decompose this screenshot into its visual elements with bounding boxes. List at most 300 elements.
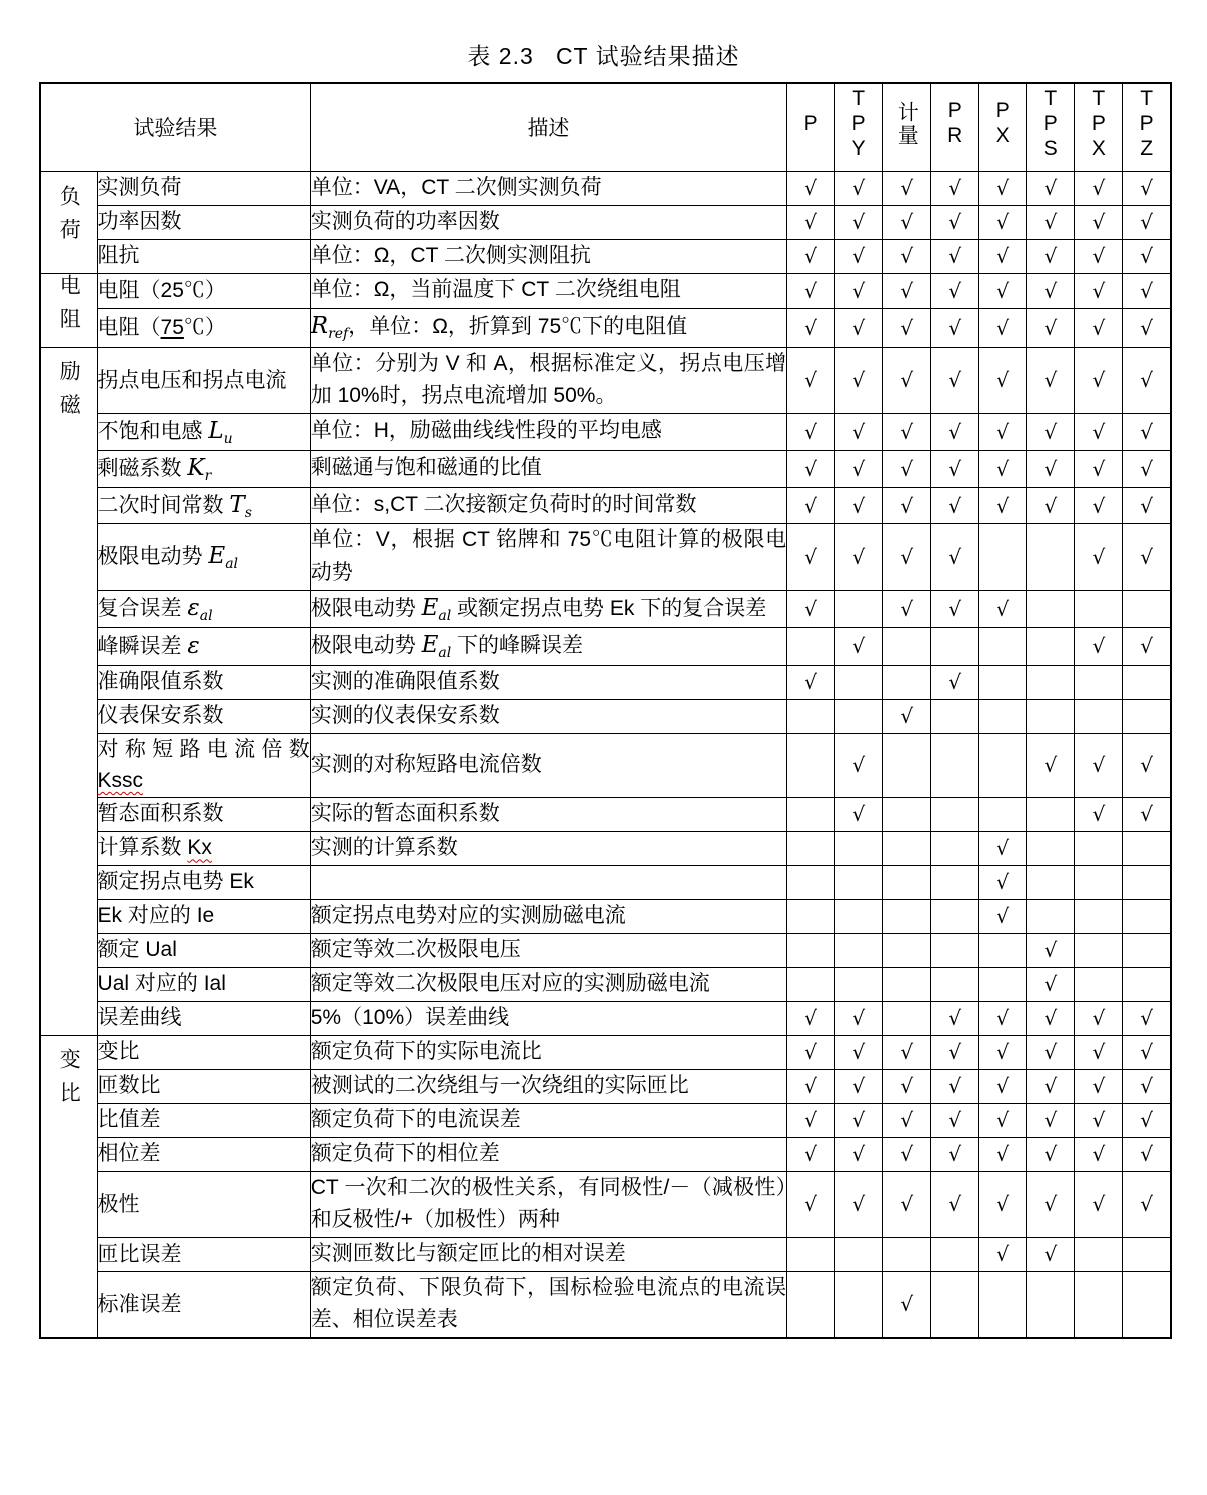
empty-check-cell (1075, 699, 1123, 733)
text-run: Ek 对应的 Ie (97, 904, 215, 928)
text-run: 准确限值系数 (97, 670, 224, 694)
empty-check-cell (979, 797, 1027, 831)
checkmark: √ (1075, 1069, 1123, 1103)
text-run: CT 一次和二次的极性关系，有同极性/－（减极性）和反极性/+（加极性）两种 (310, 1175, 787, 1232)
empty-check-cell (979, 665, 1027, 699)
test-result-cell (97, 933, 310, 967)
checkmark: √ (1075, 273, 1123, 308)
text-run: Ual 对应的 Ial (97, 972, 226, 996)
table-row (40, 733, 1171, 797)
text-run: 5%（10%）误差曲线 (310, 1005, 510, 1029)
checkmark: √ (883, 1103, 931, 1137)
checkmark: √ (931, 239, 979, 273)
checkmark: √ (979, 1069, 1027, 1103)
results-table-body (40, 171, 1171, 1338)
text-run: r (204, 467, 212, 484)
empty-check-cell (883, 733, 931, 797)
column-header-label: TPX (1087, 86, 1111, 162)
description-cell (310, 1271, 786, 1338)
empty-check-cell (787, 899, 835, 933)
text-run: 对称短路电流倍数 (97, 737, 310, 761)
checkmark: √ (1075, 239, 1123, 273)
description-cell (310, 205, 786, 239)
checkmark: √ (1075, 1035, 1123, 1069)
test-result-cell (97, 524, 310, 590)
row-group-cell (40, 347, 97, 1035)
empty-check-cell (1027, 899, 1075, 933)
empty-check-cell (835, 831, 883, 865)
column-header-px (979, 83, 1027, 171)
description-cell (310, 865, 786, 899)
empty-check-cell (1123, 967, 1171, 1001)
checkmark: √ (931, 665, 979, 699)
text-run: 75 (160, 315, 184, 339)
text-run: 单位：H，励磁曲线线性段的平均电感 (310, 419, 662, 443)
checkmark: √ (1123, 1137, 1171, 1171)
column-header-tpx (1075, 83, 1123, 171)
text-run: 实测负荷的功率因数 (310, 209, 500, 233)
empty-check-cell (787, 865, 835, 899)
test-result-cell (97, 171, 310, 205)
empty-check-cell (835, 699, 883, 733)
empty-check-cell (883, 933, 931, 967)
description-cell (310, 1237, 786, 1271)
table-row (40, 1271, 1171, 1338)
text-run: 单位：分别为 V 和 A，根据标准定义，拐点电压增加 10%时，拐点电流增加 50%。 (310, 351, 787, 408)
text-run: 复合误差 (97, 596, 188, 620)
empty-check-cell (931, 1271, 979, 1338)
test-result-cell (97, 590, 310, 628)
test-result-cell (97, 899, 310, 933)
table-row (40, 1035, 1171, 1069)
empty-check-cell (787, 699, 835, 733)
test-result-cell (97, 308, 310, 347)
test-result-cell (97, 239, 310, 273)
empty-check-cell (931, 933, 979, 967)
text-run: 极限电动势 (310, 634, 422, 658)
test-result-cell (97, 1001, 310, 1035)
text-run: al (225, 555, 239, 572)
text-run: K (187, 454, 205, 481)
test-result-cell (97, 1137, 310, 1171)
empty-check-cell (787, 1271, 835, 1338)
checkmark: √ (787, 273, 835, 308)
empty-check-cell (883, 628, 931, 666)
table-row (40, 347, 1171, 413)
checkmark: √ (883, 1035, 931, 1069)
text-run: 额定 Ual (97, 938, 177, 962)
text-run: u (223, 430, 233, 447)
text-run: 比值差 (97, 1108, 161, 1132)
table-row (40, 1001, 1171, 1035)
checkmark: √ (883, 308, 931, 347)
empty-check-cell (835, 1237, 883, 1271)
row-group-cell (40, 171, 97, 273)
checkmark: √ (979, 1035, 1027, 1069)
checkmark: √ (931, 273, 979, 308)
test-result-cell (97, 273, 310, 308)
checkmark: √ (1123, 797, 1171, 831)
checkmark: √ (979, 1171, 1027, 1237)
checkmark: √ (931, 308, 979, 347)
empty-check-cell (931, 733, 979, 797)
empty-check-cell (931, 967, 979, 1001)
text-run: 不饱和电感 (97, 419, 209, 443)
checkmark: √ (787, 205, 835, 239)
checkmark: √ (835, 524, 883, 590)
empty-check-cell (979, 967, 1027, 1001)
test-result-cell (97, 413, 310, 450)
description-cell (310, 273, 786, 308)
description-cell (310, 308, 786, 347)
empty-check-cell (931, 831, 979, 865)
empty-check-cell (835, 665, 883, 699)
test-result-cell (97, 1171, 310, 1237)
empty-check-cell (1123, 899, 1171, 933)
checkmark: √ (979, 865, 1027, 899)
text-run: E (421, 594, 439, 621)
text-run: 极限电动势 (97, 545, 209, 569)
checkmark: √ (787, 1069, 835, 1103)
checkmark: √ (979, 171, 1027, 205)
empty-check-cell (1075, 665, 1123, 699)
checkmark: √ (787, 665, 835, 699)
text-run: 极限电动势 (310, 596, 422, 620)
description-cell (310, 239, 786, 273)
checkmark: √ (931, 524, 979, 590)
row-group-label: 变比 (57, 1047, 81, 1115)
checkmark: √ (931, 1171, 979, 1237)
description-cell (310, 665, 786, 699)
checkmark: √ (835, 1171, 883, 1237)
empty-check-cell (787, 733, 835, 797)
checkmark: √ (979, 239, 1027, 273)
empty-check-cell (979, 1271, 1027, 1338)
column-header-pr (931, 83, 979, 171)
ct-test-results-table (39, 82, 1172, 1339)
checkmark: √ (883, 1137, 931, 1171)
checkmark: √ (787, 1137, 835, 1171)
text-run: 下的峰瞬误差 (451, 634, 584, 658)
text-run: 或额定拐点电势 Ek 下的复合误差 (451, 596, 767, 620)
test-result-cell (97, 205, 310, 239)
text-run: 电阻（ (97, 315, 161, 339)
column-header-label: TPS (1039, 86, 1063, 162)
checkmark: √ (883, 273, 931, 308)
empty-check-cell (1075, 590, 1123, 628)
table-row (40, 1171, 1171, 1237)
checkmark: √ (1027, 450, 1075, 487)
checkmark: √ (883, 239, 931, 273)
test-result-cell (97, 797, 310, 831)
empty-check-cell (883, 831, 931, 865)
checkmark: √ (787, 450, 835, 487)
checkmark: √ (883, 413, 931, 450)
empty-check-cell (979, 933, 1027, 967)
text-run: 实测的准确限值系数 (310, 669, 500, 693)
checkmark: √ (883, 590, 931, 628)
empty-check-cell (1027, 797, 1075, 831)
checkmark: √ (787, 347, 835, 413)
checkmark: √ (787, 1035, 835, 1069)
table-row (40, 1237, 1171, 1271)
empty-check-cell (979, 628, 1027, 666)
description-cell (310, 628, 786, 666)
test-result-cell (97, 665, 310, 699)
checkmark: √ (835, 1035, 883, 1069)
checkmark: √ (835, 487, 883, 524)
empty-check-cell (883, 865, 931, 899)
text-run: 计算系数 (97, 836, 188, 860)
description-cell (310, 413, 786, 450)
text-run: 额定拐点电势对应的实测励磁电流 (310, 903, 626, 927)
text-run: 匝数比 (97, 1074, 161, 1098)
checkmark: √ (1075, 413, 1123, 450)
checkmark: √ (979, 308, 1027, 347)
table-row (40, 797, 1171, 831)
checkmark: √ (1123, 171, 1171, 205)
checkmark: √ (883, 205, 931, 239)
checkmark: √ (1075, 1171, 1123, 1237)
text-run: 剩磁系数 (97, 456, 188, 480)
checkmark: √ (883, 347, 931, 413)
empty-check-cell (1123, 831, 1171, 865)
checkmark: √ (1027, 205, 1075, 239)
table-row (40, 899, 1171, 933)
checkmark: √ (883, 171, 931, 205)
checkmark: √ (1027, 487, 1075, 524)
description-cell (310, 797, 786, 831)
text-run: 额定等效二次极限电压对应的实测励磁电流 (310, 971, 710, 995)
checkmark: √ (1123, 628, 1171, 666)
text-run: 实测的计算系数 (310, 835, 458, 859)
checkmark: √ (835, 1001, 883, 1035)
text-run: 峰瞬误差 (97, 635, 188, 659)
checkmark: √ (1027, 171, 1075, 205)
checkmark: √ (1075, 1137, 1123, 1171)
text-run: 实际的暂态面积系数 (310, 801, 500, 825)
table-row (40, 1137, 1171, 1171)
checkmark: √ (787, 590, 835, 628)
text-run: 额定等效二次极限电压 (310, 937, 521, 961)
description-cell (310, 1069, 786, 1103)
text-run: 暂态面积系数 (97, 802, 224, 826)
empty-check-cell (1027, 1271, 1075, 1338)
checkmark: √ (1075, 628, 1123, 666)
empty-check-cell (883, 1001, 931, 1035)
empty-check-cell (787, 1237, 835, 1271)
column-header-test-result: 试验结果 (40, 83, 310, 171)
table-row (40, 933, 1171, 967)
checkmark: √ (883, 524, 931, 590)
table-row (40, 524, 1171, 590)
checkmark: √ (787, 1103, 835, 1137)
text-run: 实测负荷 (97, 176, 182, 200)
text-run: s (244, 504, 252, 521)
checkmark: √ (979, 450, 1027, 487)
text-run: 变比 (97, 1040, 140, 1064)
checkmark: √ (979, 273, 1027, 308)
empty-check-cell (835, 899, 883, 933)
text-run: ref (328, 326, 349, 343)
checkmark: √ (1123, 347, 1171, 413)
checkmark: √ (835, 273, 883, 308)
table-row (40, 1069, 1171, 1103)
text-run: al (438, 645, 452, 662)
checkmark: √ (1075, 1103, 1123, 1137)
empty-check-cell (1123, 1237, 1171, 1271)
empty-check-cell (1027, 831, 1075, 865)
description-cell (310, 699, 786, 733)
text-run: R (310, 313, 329, 340)
checkmark: √ (1027, 413, 1075, 450)
checkmark: √ (1075, 797, 1123, 831)
table-row (40, 1103, 1171, 1137)
checkmark: √ (883, 699, 931, 733)
empty-check-cell (931, 628, 979, 666)
empty-check-cell (1075, 967, 1123, 1001)
empty-check-cell (1075, 1271, 1123, 1338)
checkmark: √ (931, 347, 979, 413)
column-header-label: TPZ (1135, 86, 1159, 162)
checkmark: √ (979, 1001, 1027, 1035)
empty-check-cell (835, 967, 883, 1001)
empty-check-cell (931, 865, 979, 899)
checkmark: √ (979, 347, 1027, 413)
empty-check-cell (931, 797, 979, 831)
checkmark: √ (883, 1171, 931, 1237)
empty-check-cell (787, 797, 835, 831)
row-group-cell (40, 273, 97, 347)
checkmark: √ (787, 239, 835, 273)
checkmark: √ (1123, 413, 1171, 450)
checkmark: √ (1027, 273, 1075, 308)
checkmark: √ (835, 450, 883, 487)
text-run: 额定负荷下的相位差 (310, 1141, 500, 1165)
checkmark: √ (835, 797, 883, 831)
checkmark: √ (883, 1271, 931, 1338)
description-cell (310, 1103, 786, 1137)
empty-check-cell (1075, 1237, 1123, 1271)
text-run: 相位差 (97, 1142, 161, 1166)
table-row (40, 413, 1171, 450)
text-run: 功率因数 (97, 210, 182, 234)
table-row (40, 628, 1171, 666)
empty-check-cell (835, 933, 883, 967)
checkmark: √ (1075, 171, 1123, 205)
description-cell (310, 524, 786, 590)
checkmark: √ (787, 413, 835, 450)
checkmark: √ (931, 1069, 979, 1103)
description-cell (310, 487, 786, 524)
empty-check-cell (1027, 524, 1075, 590)
checkmark: √ (835, 628, 883, 666)
checkmark: √ (1075, 524, 1123, 590)
empty-check-cell (1123, 933, 1171, 967)
text-run: 实测匝数比与额定匝比的相对误差 (310, 1242, 626, 1266)
text-run: Kssc (97, 769, 144, 793)
checkmark: √ (835, 308, 883, 347)
checkmark: √ (787, 171, 835, 205)
empty-check-cell (979, 524, 1027, 590)
text-run: 二次时间常数 (97, 493, 230, 517)
checkmark: √ (931, 205, 979, 239)
text-run: al (438, 607, 452, 624)
checkmark: √ (1027, 1137, 1075, 1171)
row-group-label: 励磁 (57, 359, 81, 427)
empty-check-cell (1075, 865, 1123, 899)
empty-check-cell (1027, 628, 1075, 666)
empty-check-cell (931, 899, 979, 933)
empty-check-cell (883, 665, 931, 699)
empty-check-cell (1075, 831, 1123, 865)
checkmark: √ (787, 1171, 835, 1237)
text-run: 极性 (97, 1192, 140, 1216)
empty-check-cell (787, 967, 835, 1001)
empty-check-cell (787, 628, 835, 666)
text-run: 实测的仪表保安系数 (310, 703, 500, 727)
empty-check-cell (835, 865, 883, 899)
empty-check-cell (979, 733, 1027, 797)
table-header-row (40, 83, 1171, 171)
table-row (40, 239, 1171, 273)
empty-check-cell (787, 933, 835, 967)
checkmark: √ (1123, 1171, 1171, 1237)
checkmark: √ (835, 1103, 883, 1137)
checkmark: √ (1027, 347, 1075, 413)
description-cell (310, 590, 786, 628)
table-row (40, 665, 1171, 699)
column-header-tps (1027, 83, 1075, 171)
checkmark: √ (931, 450, 979, 487)
description-cell (310, 967, 786, 1001)
text-run: 额定拐点电势 Ek (97, 870, 254, 894)
table-row (40, 967, 1171, 1001)
checkmark: √ (883, 450, 931, 487)
checkmark: √ (931, 1137, 979, 1171)
checkmark: √ (883, 1069, 931, 1103)
checkmark: √ (1123, 524, 1171, 590)
checkmark: √ (1075, 1001, 1123, 1035)
checkmark: √ (1075, 733, 1123, 797)
empty-check-cell (1123, 1271, 1171, 1338)
text-run: ε (187, 594, 200, 621)
test-result-cell (97, 487, 310, 524)
checkmark: √ (835, 1069, 883, 1103)
empty-check-cell (1123, 590, 1171, 628)
checkmark: √ (979, 899, 1027, 933)
checkmark: √ (979, 205, 1027, 239)
description-cell (310, 1171, 786, 1237)
checkmark: √ (1027, 1171, 1075, 1237)
empty-check-cell (883, 797, 931, 831)
test-result-cell (97, 628, 310, 666)
checkmark: √ (1123, 1103, 1171, 1137)
empty-check-cell (1027, 665, 1075, 699)
empty-check-cell (883, 1237, 931, 1271)
checkmark: √ (1075, 205, 1123, 239)
test-result-cell (97, 865, 310, 899)
description-cell (310, 1001, 786, 1035)
empty-check-cell (931, 699, 979, 733)
table-row (40, 450, 1171, 487)
checkmark: √ (787, 1001, 835, 1035)
page-title: 表 2.3 CT 试验结果描述 (467, 43, 740, 69)
text-run: 阻抗 (97, 244, 140, 268)
checkmark: √ (835, 205, 883, 239)
checkmark: √ (835, 239, 883, 273)
checkmark: √ (835, 1137, 883, 1171)
